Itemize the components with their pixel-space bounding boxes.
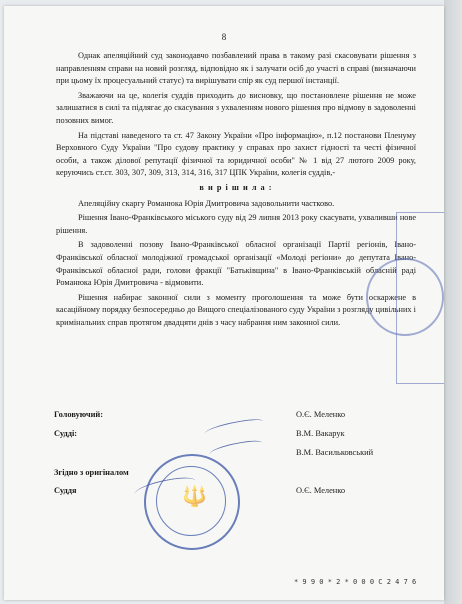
resolution-4: Рішення набирає законної сили з моменту проголошення та може бути оскаржене в касаційному порядку безпосередньо до Вищого спеціалізованого суду України з розгляду цивільних і кримінальних справ протягом двадцяти днів з часу набрання ним законної сили. xyxy=(56,292,416,327)
signature-mark-1 xyxy=(204,417,265,438)
trident-icon: 🔱 xyxy=(182,486,207,508)
paragraph-2: Зважаючи на це, колегія суддів приходить до висновку, що постановлене рішення не може залишатися в силі та підлягає до скасування з ухваленням нового рішення про відмову в задоволенні позовних вимог. xyxy=(56,90,416,125)
paragraph-3: На підставі наведеного та ст. 47 Закону України «Про інформацію», п.12 постанови Пленуму Верховного Суду України "Про судову практику у справах про захист гідності та честі фізичної особи, а також ділової репутації фізичної та юридичної особи" № 1 від 27 лютого 2009 року, керуючись ст.ст. 303, 307, 309, 313, 314, 316, 317 ЦПК України, колегія суддів,- xyxy=(56,130,416,178)
resolved-heading: в и р і ш и л а : xyxy=(199,182,273,192)
judge-name: О.Є. Меленко xyxy=(296,486,346,495)
judges-label: Судді: xyxy=(54,429,78,438)
judge-label: Суддя xyxy=(54,486,77,495)
barcode-number: * 9 9 0 * 2 * 0 0 0 C 2 4 7 6 xyxy=(294,578,417,586)
presiding-name: О.Є. Меленко xyxy=(296,410,346,419)
margin-stamp xyxy=(396,212,444,384)
presiding-label: Головуючий: xyxy=(54,410,104,419)
resolution-2: Рішення Івано-Франківського міського суду від 29 липня 2013 року скасувати, ухваливши нове рішення. xyxy=(56,213,416,235)
signature-mark-2 xyxy=(208,438,263,458)
paragraph-1: Однак апеляційний суд законодавчо позбавлений права в такому разі скасовувати рішення з направленням справи на новий розгляд, відповідно як і залучати осіб до участі в справі (визначаючи при цьому їх процесуальний статус) та вирішувати спір як суд першої інстанції. xyxy=(56,51,416,86)
certified-label: Згідно з оригіналом xyxy=(54,468,129,477)
resolution-3: В задоволенні позову Івано-Франківської обласної організації Партії регіонів, Івано-Франківської обласної молодіжної громадської організації «Молоді регіони» до депутата Івано-Франківської обласної ради, голови фракції "Батьківщина" в Івано-Франківській обласній раді Романюка Юрія Дмитровича - відмовити. xyxy=(56,240,416,288)
court-seal xyxy=(144,454,240,550)
resolution-1: Апеляційну скаргу Романюка Юрія Дмитровича задовольнити частково. xyxy=(78,198,335,208)
document-page xyxy=(4,6,444,600)
judge-1-name: В.М. Вакарук xyxy=(296,429,345,438)
page-fold-edge xyxy=(444,0,462,604)
page-number: 8 xyxy=(221,32,227,42)
document-body xyxy=(56,50,416,331)
judge-2-name: В.М. Васильковський xyxy=(296,448,374,457)
